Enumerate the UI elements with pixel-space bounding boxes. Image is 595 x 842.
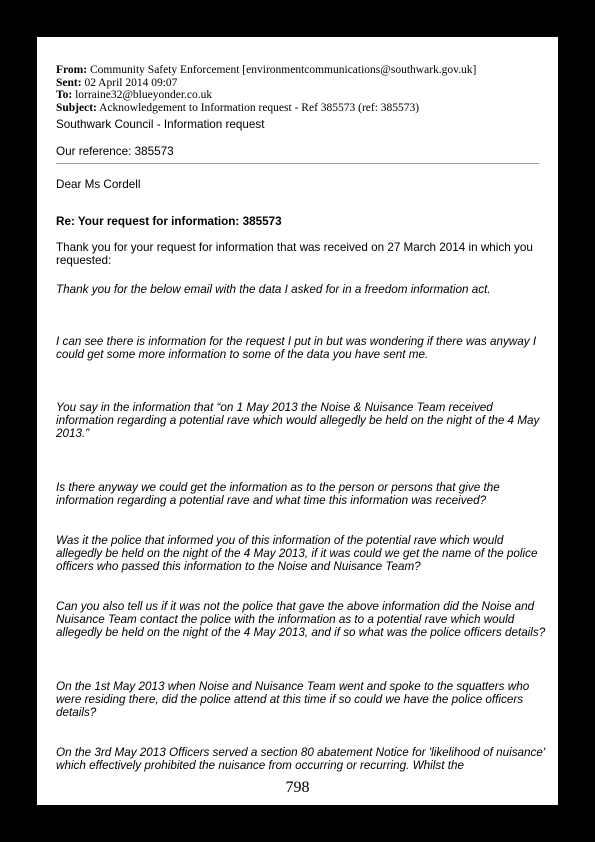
- sent-label: Sent:: [56, 76, 82, 89]
- quoted-paragraph-8: On the 3rd May 2013 Officers served a section 80 abatement Notice for 'likelihood of nuisance' which effectively prohibited the nuisance from occurring or recurring. Whilst the: [56, 746, 546, 772]
- quoted-paragraph-3: You say in the information that “on 1 May 2013 the Noise & Nuisance Team received information regarding a potential rave which would allegedly be held on the night of the 4 May 2013.”: [56, 401, 540, 440]
- sent-value: 02 April 2014 09:07: [84, 76, 178, 89]
- document-page: [37, 37, 558, 805]
- page-number: 798: [285, 779, 310, 796]
- re-heading: Re: Your request for information: 385573: [56, 215, 282, 228]
- email-header: [56, 64, 551, 114]
- quoted-paragraph-4: Is there anyway we could get the information as to the person or persons that give the information regarding a potential rave and what time this information was received?: [56, 481, 500, 507]
- quoted-paragraph-5: Was it the police that informed you of this information of the potential rave which would allegedly be held on the night of the 4 May 2013, if it was could we get the name of the police officers who passed this information to the Noise and Nuisance Team?: [56, 534, 538, 573]
- subject-label: Subject:: [56, 101, 97, 114]
- salutation: Dear Ms Cordell: [56, 178, 141, 191]
- subject-value: Acknowledgement to Information request - Ref 385573 (ref: 385573): [99, 101, 420, 114]
- intro-paragraph: Thank you for your request for information that was received on 27 March 2014 in which you requested:: [56, 241, 533, 267]
- reference-line: Our reference: 385573: [56, 145, 174, 158]
- divider: [56, 163, 539, 164]
- subject-row: [56, 102, 551, 115]
- quoted-paragraph-6: Can you also tell us if it was not the police that gave the above information did the Noise and Nuisance Team contact the police with the information as to a potential rave which would allegedly be held on the night of the 4 May 2013, and if so what was the police officers details?: [56, 600, 546, 639]
- sent-row: [56, 77, 551, 90]
- to-label: To:: [56, 89, 73, 102]
- quoted-paragraph-1: Thank you for the below email with the data I asked for in a freedom information act.: [56, 283, 491, 296]
- quoted-paragraph-7: On the 1st May 2013 when Noise and Nuisance Team went and spoke to the squatters who were residing there, did the police attend at this time if so could we have the police officers details?: [56, 680, 530, 719]
- to-row: [56, 89, 551, 102]
- from-row: [56, 64, 551, 77]
- quoted-paragraph-2: I can see there is information for the request I put in but was wondering if there was anyway I could get some more information to some of the data you have sent me.: [56, 335, 537, 361]
- from-label: From:: [56, 64, 88, 76]
- council-line: Southwark Council - Information request: [56, 118, 265, 131]
- from-value: Community Safety Enforcement [environmentcommunications@southwark.gov.uk]: [89, 64, 477, 76]
- to-value: lorraine32@blueyonder.co.uk: [75, 89, 213, 102]
